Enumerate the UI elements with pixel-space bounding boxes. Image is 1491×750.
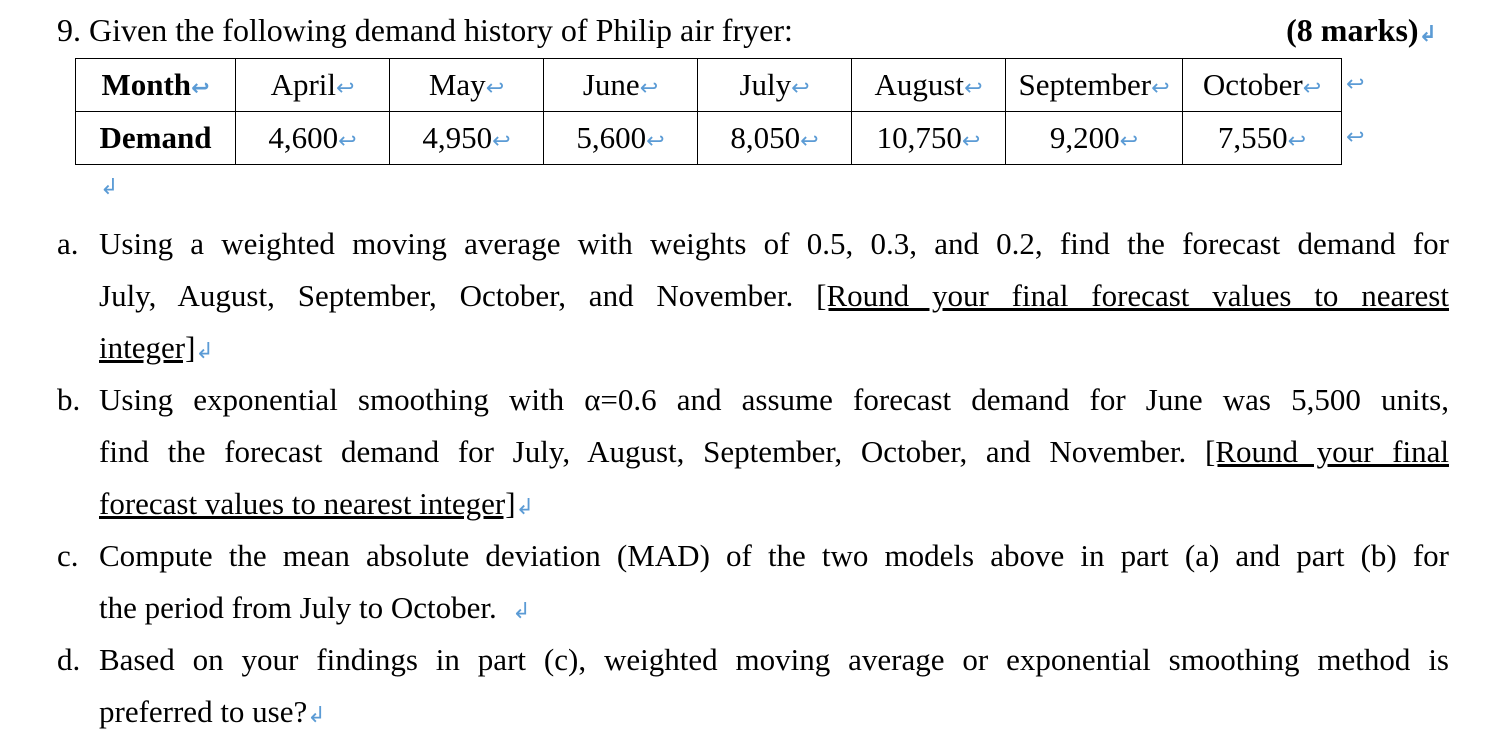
table-row [76, 112, 1342, 165]
month-label: July [739, 67, 792, 102]
demand-table [75, 58, 1342, 165]
demand-value: 5,600 [576, 120, 647, 155]
row-label-cell [76, 112, 236, 165]
paragraph-mark-icon: ↲ [195, 339, 214, 364]
question-title: 9. Given the following demand history of Philip air fryer: [57, 12, 793, 48]
cell-mark-icon: ↩ [646, 129, 665, 154]
cell-mark-icon: ↩ [485, 76, 505, 101]
part-a-text: July, August, September, October, and November. [99, 278, 817, 313]
demand-value: 4,950 [422, 120, 493, 155]
demand-value: 7,550 [1217, 120, 1288, 155]
part-b-line-2 [99, 426, 1449, 478]
demand-cell [390, 112, 544, 165]
part-d [57, 634, 1449, 742]
part-d-line-2 [99, 686, 1449, 742]
month-cell [1006, 59, 1183, 112]
month-cell [236, 59, 390, 112]
part-a [57, 218, 1449, 378]
part-d-line-1: Based on your findings in part (c), weighted moving average or exponential smoothing method is [99, 642, 1449, 677]
month-cell [544, 59, 698, 112]
cell-mark-icon: ↩ [1119, 129, 1139, 154]
demand-cell [1006, 112, 1183, 165]
cell-mark-icon: ↩ [961, 129, 981, 154]
paragraph-mark-icon: ↲ [515, 495, 535, 520]
row-end-mark-icon: ↩ [1346, 72, 1365, 97]
month-label: September [1018, 67, 1152, 102]
part-b [57, 374, 1449, 534]
month-label: May [428, 67, 486, 102]
cell-mark-icon: ↩ [191, 76, 210, 101]
demand-value: 10,750 [876, 120, 962, 155]
demand-cell [544, 112, 698, 165]
cell-mark-icon: ↩ [1302, 76, 1322, 101]
part-b-text: find the forecast demand for July, August, September, October, and November. [99, 434, 1205, 469]
part-c [57, 530, 1449, 638]
part-c-line-2 [99, 582, 1449, 638]
part-a-line-2 [99, 270, 1449, 322]
demand-cell [236, 112, 390, 165]
part-label: a. [57, 226, 79, 261]
row-end-mark-icon: ↩ [1346, 125, 1365, 150]
part-label: d. [57, 642, 81, 677]
part-a-instruction: [Round your final forecast values to nearest [816, 278, 1449, 313]
part-b-instruction: [Round your final [1204, 434, 1449, 469]
question-marks [1286, 12, 1437, 49]
demand-value: 4,600 [268, 120, 339, 155]
part-a-line-3 [99, 322, 1449, 378]
demand-cell [1183, 112, 1342, 165]
part-b-line-1: Using exponential smoothing with α=0.6 and assume forecast demand for June was 5,500 units, [99, 382, 1449, 417]
part-a-line-1: Using a weighted moving average with weights of 0.5, 0.3, and 0.2, find the forecast demand for [99, 226, 1449, 261]
cell-mark-icon: ↩ [1151, 76, 1170, 101]
marks-text: (8 marks) [1286, 12, 1419, 48]
table-header-row [76, 59, 1342, 112]
header-label: Month [101, 67, 192, 102]
cell-mark-icon: ↩ [336, 76, 355, 101]
month-label: April [270, 67, 336, 102]
paragraph-mark-icon: ↲ [307, 703, 326, 728]
question-header [57, 12, 1437, 56]
demand-cell [852, 112, 1006, 165]
cell-mark-icon: ↩ [492, 129, 511, 154]
month-label: June [582, 67, 640, 102]
demand-value: 8,050 [730, 120, 801, 155]
paragraph-mark-icon: ↲ [1418, 22, 1437, 47]
part-c-text: the period from July to October. [99, 590, 497, 625]
month-cell [1183, 59, 1342, 112]
cell-mark-icon: ↩ [338, 129, 357, 154]
month-cell [698, 59, 852, 112]
row-label: Demand [99, 120, 212, 155]
demand-value: 9,200 [1049, 120, 1120, 155]
part-d-text: preferred to use? [99, 694, 308, 729]
part-c-line-1: Compute the mean absolute deviation (MAD) of the two models above in part (a) and part (b) for [99, 538, 1449, 573]
cell-mark-icon: ↩ [791, 76, 810, 101]
part-a-instruction-end: integer] [99, 330, 196, 365]
part-label: c. [57, 538, 79, 573]
month-cell [390, 59, 544, 112]
part-b-line-3 [99, 478, 1449, 534]
cell-mark-icon: ↩ [1287, 129, 1307, 154]
part-b-instruction-end: forecast values to nearest integer] [99, 486, 516, 521]
header-label-cell [76, 59, 236, 112]
month-label: October [1202, 67, 1303, 102]
month-label: August [874, 67, 965, 102]
paragraph-mark-icon: ↲ [512, 599, 531, 624]
month-cell [852, 59, 1006, 112]
part-label: b. [57, 382, 81, 417]
cell-mark-icon: ↩ [964, 76, 983, 101]
demand-cell [698, 112, 852, 165]
cell-mark-icon: ↩ [800, 129, 819, 154]
cell-mark-icon: ↩ [639, 76, 659, 101]
paragraph-mark-icon: ↲ [100, 175, 119, 200]
